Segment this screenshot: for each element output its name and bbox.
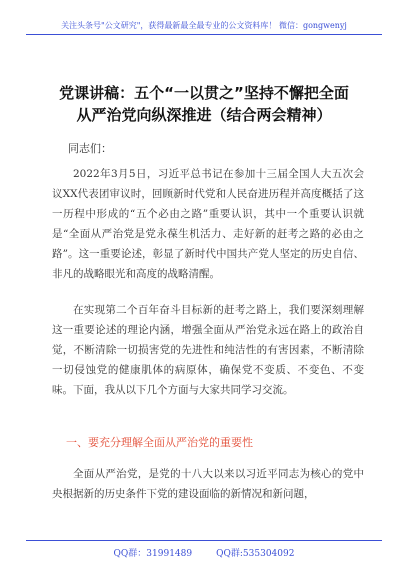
document-title-line-1: 党课讲稿：五个“一以贯之”坚持不懈把全面	[59, 84, 349, 102]
footer-qq-1: QQ群：31991489	[113, 549, 193, 559]
section-heading-1: 一、要充分理解全面从严治党的重要性	[66, 436, 253, 449]
paragraph-1: 2022年3月5日，习近平总书记在参加十三届全国人大五次会议XX代表团审议时，回顾新时代党和人民奋进历程并高度概括了这一历程中形成的“五个必由之路”重要认识，其中一个重要认识就是“全面从严治党是党永葆生机活力、走好新的赶考之路的必由之路”。这一重要论述，彰显了新时代中国共产党人坚定的历史自信、非凡的战略眼光和高度的战略清醒。	[52, 168, 364, 280]
header-banner: 关注头条号"公文研究"，获得最新最全最专业的公文资料库！ 微信：gongwenyj	[61, 21, 347, 30]
document-title-line-2: 从严治党向纵深推进（结合两会精神）	[76, 106, 332, 124]
greeting: 同志们：	[68, 142, 112, 155]
paragraph-2: 在实现第二个百年奋斗目标新的赶考之路上，我们要深刻理解这一重要论述的理论内涵，增强全面从严治党永远在路上的政治自觉，不断清除一切损害党的先进性和纯洁性的有害因素，不断清除一切侵蚀党的健康肌体的病原体，确保党不变质、不变色、不变味。下面，我从以下几个方面与大家共同学习交流。	[52, 304, 364, 396]
paragraph-3: 全面从严治党，是党的十八大以来以习近平同志为核心的党中央根据新的历史条件下党的建设面临的新情况和新问题，	[52, 468, 364, 500]
header-divider	[26, 34, 382, 35]
footer-divider	[26, 540, 382, 541]
footer-qq-2: QQ群:535304092	[216, 549, 295, 559]
footer	[26, 546, 382, 559]
